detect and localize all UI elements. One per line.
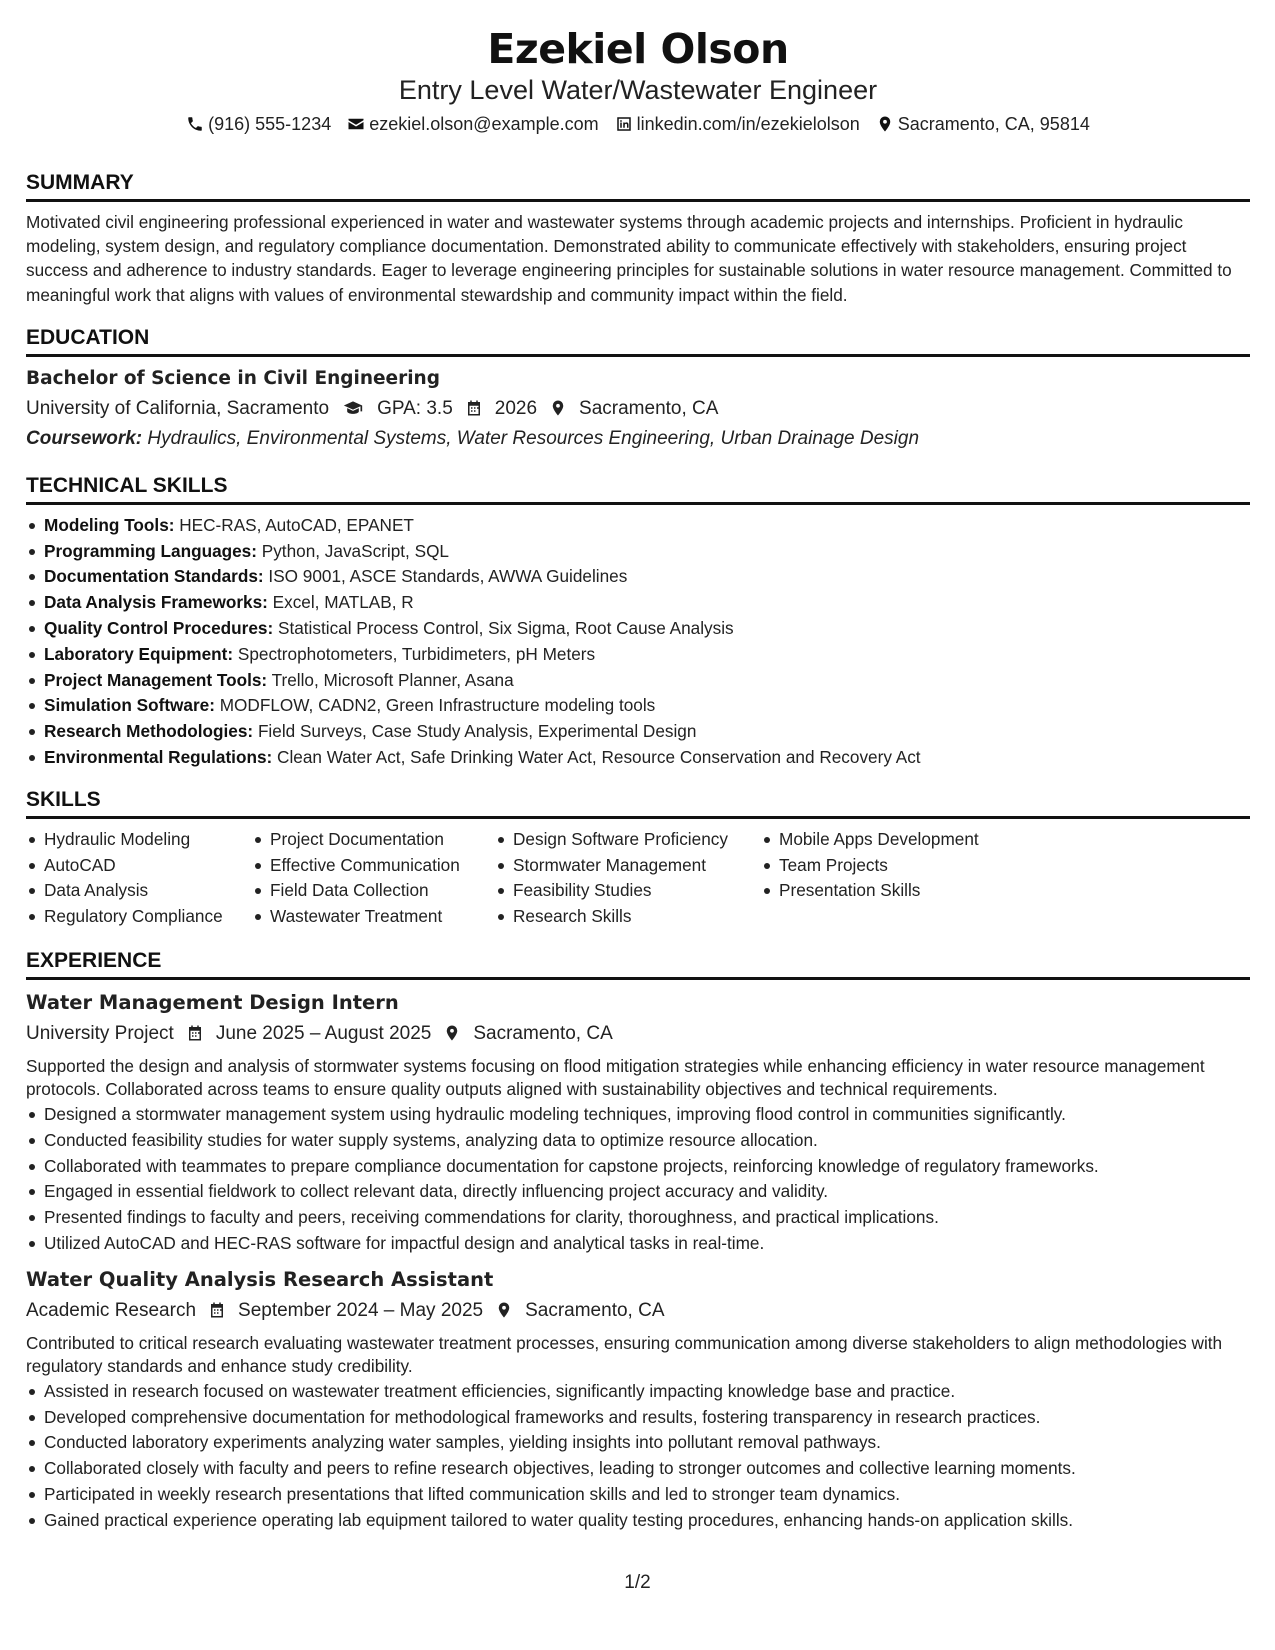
job-meta xyxy=(26,1295,1250,1326)
contact-location xyxy=(876,112,1090,136)
contact-email[interactable] xyxy=(347,112,598,136)
skill-value: Python, JavaScript, SQL xyxy=(261,540,449,561)
skill-value: MODFLOW, CADN2, Green Infrastructure modeling tools xyxy=(219,695,656,716)
skill-value: Statistical Process Control, Six Sigma, Root Cause Analysis xyxy=(277,618,734,638)
skills-section xyxy=(26,787,1250,930)
summary-text: Motivated civil engineering professional experienced in water and wastewater systems through academic projects and internships. Proficient in hydraulic modeling, system design, and regulatory compliance documentation. Demonstrated ability to communicate effectively with stakeholders, ensuring project success and adherence to industry standards. Eager to leverage engineering principles for sustainable solutions in water resource management. Committed to meaningful work that aligns with values of environmental stewardship and community impact within the field. xyxy=(26,212,1232,305)
coursework-text: Hydraulics, Environmental Systems, Water Resources Engineering, Urban Drainage Design xyxy=(147,427,920,449)
list-item xyxy=(26,616,1250,642)
section-heading-skills: SKILLS xyxy=(26,787,1250,819)
list-item xyxy=(26,745,1250,771)
list-item: Conducted feasibility studies for water supply systems, analyzing data to optimize resource allocation. xyxy=(26,1128,1250,1154)
section-heading-education: EDUCATION xyxy=(26,325,1250,357)
skill-value: Trello, Microsoft Planner, Asana xyxy=(271,669,514,690)
list-item xyxy=(26,668,1250,694)
list-item xyxy=(26,513,1250,539)
skill-label: Quality Control Procedures: xyxy=(44,618,274,638)
list-item: Assisted in research focused on wastewater treatment efficiencies, significantly impacting knowledge base and practice. xyxy=(26,1379,1250,1405)
job-title: Water Quality Analysis Research Assistant xyxy=(26,1267,494,1291)
skill-label: Documentation Standards: xyxy=(44,566,264,587)
contact-bar xyxy=(26,112,1250,136)
calendar-icon xyxy=(465,399,483,417)
summary-section xyxy=(26,170,1250,307)
list-item: Presented findings to faculty and peers, receiving commendations for clarity, thoroughness, and practical implications. xyxy=(26,1205,1250,1231)
list-item: Research Skills xyxy=(495,904,761,930)
list-item xyxy=(26,642,1250,668)
gpa-text: GPA: 3.5 xyxy=(377,397,453,419)
contact-linkedin[interactable] xyxy=(615,112,860,136)
map-pin-icon xyxy=(495,1301,513,1319)
list-item: Hydraulic Modeling xyxy=(26,827,252,853)
skill-value: ISO 9001, ASCE Standards, AWWA Guidelines xyxy=(268,566,628,587)
skill-value: Field Surveys, Case Study Analysis, Experimental Design xyxy=(257,721,697,742)
job-dates: September 2024 – May 2025 xyxy=(238,1299,484,1321)
job-entry xyxy=(26,988,1250,1257)
job-title: Water Management Design Intern xyxy=(26,990,399,1014)
skill-value: Clean Water Act, Safe Drinking Water Act, Resource Conservation and Recovery Act xyxy=(277,746,921,767)
list-item: Utilized AutoCAD and HEC-RAS software for impactful design and analytical tasks in real-time. xyxy=(26,1231,1250,1257)
section-heading-technical-skills: TECHNICAL SKILLS xyxy=(26,473,1250,505)
list-item: Engaged in essential fieldwork to collect relevant data, directly influencing project accuracy and validity. xyxy=(26,1179,1250,1205)
list-item: Collaborated closely with faculty and peers to refine research objectives, leading to stronger outcomes and collective learning moments. xyxy=(26,1456,1250,1482)
list-item: Mobile Apps Development xyxy=(761,827,1021,853)
skill-label: Modeling Tools: xyxy=(44,514,175,535)
graduation-year: 2026 xyxy=(494,397,538,419)
contact-phone[interactable] xyxy=(186,112,331,136)
skills-column xyxy=(761,827,1021,930)
skill-label: Simulation Software: xyxy=(44,695,215,716)
education-section xyxy=(26,325,1250,454)
map-pin-icon xyxy=(443,1024,461,1042)
skill-value: Spectrophotometers, Turbidimeters, pH Meters xyxy=(237,643,596,664)
candidate-name: Ezekiel Olson xyxy=(487,25,789,73)
graduation-cap-icon xyxy=(341,398,365,418)
skill-label: Research Methodologies: xyxy=(44,721,254,742)
list-item: Conducted laboratory experiments analyzing water samples, yielding insights into pollutant removal pathways. xyxy=(26,1430,1250,1456)
list-item: Gained practical experience operating lab equipment tailored to water quality testing procedures, enhancing hands-on application skills. xyxy=(26,1508,1250,1534)
job-location: Sacramento, CA xyxy=(473,1022,613,1044)
job-description: Supported the design and analysis of stormwater systems focusing on flood mitigation strategies while enhancing efficiency in water resource management protocols. Collaborated across teams to ensure quality outputs aligned with sustainability objectives and technical requirements. xyxy=(26,1055,1205,1100)
list-item: Wastewater Treatment xyxy=(252,904,495,930)
resume-page xyxy=(26,0,1250,1650)
list-item: Collaborated with teammates to prepare compliance documentation for capstone projects, reinforcing knowledge of regulatory frameworks. xyxy=(26,1154,1250,1180)
job-entry xyxy=(26,1265,1250,1534)
education-meta xyxy=(26,393,1250,424)
skills-column xyxy=(495,827,761,930)
degree-title: Bachelor of Science in Civil Engineering xyxy=(26,367,440,389)
coursework-line xyxy=(26,424,1250,454)
map-pin-icon xyxy=(876,115,894,133)
skills-grid xyxy=(26,827,1250,930)
list-item: Team Projects xyxy=(761,853,1021,879)
envelope-icon xyxy=(347,115,365,133)
section-heading-summary: SUMMARY xyxy=(26,170,1250,202)
skill-label: Programming Languages: xyxy=(44,540,257,561)
experience-section xyxy=(26,948,1250,1534)
map-pin-icon xyxy=(549,399,567,417)
list-item: Developed comprehensive documentation for methodological frameworks and results, fostering transparency in research practices. xyxy=(26,1405,1250,1431)
skill-label: Environmental Regulations: xyxy=(44,746,273,767)
skill-label: Project Management Tools: xyxy=(44,669,268,690)
section-heading-experience: EXPERIENCE xyxy=(26,948,1250,980)
calendar-icon xyxy=(208,1301,226,1319)
job-bullets xyxy=(26,1102,1250,1257)
list-item: AutoCAD xyxy=(26,853,252,879)
list-item xyxy=(26,590,1250,616)
list-item: Feasibility Studies xyxy=(495,878,761,904)
skills-column xyxy=(26,827,252,930)
list-item: Designed a stormwater management system using hydraulic modeling techniques, improving flood control in communities significantly. xyxy=(26,1102,1250,1128)
school-name: University of California, Sacramento xyxy=(26,397,330,419)
job-org: University Project xyxy=(26,1022,174,1044)
linkedin-icon xyxy=(615,115,633,133)
list-item: Project Documentation xyxy=(252,827,495,853)
job-dates: June 2025 – August 2025 xyxy=(215,1022,432,1044)
page-number: 1/2 xyxy=(624,1572,651,1593)
coursework-label: Coursework: xyxy=(26,427,143,449)
list-item: Regulatory Compliance xyxy=(26,904,252,930)
list-item: Data Analysis xyxy=(26,878,252,904)
education-location: Sacramento, CA xyxy=(579,397,719,419)
list-item xyxy=(26,564,1250,590)
job-location: Sacramento, CA xyxy=(525,1299,665,1321)
skill-value: HEC-RAS, AutoCAD, EPANET xyxy=(179,514,414,535)
linkedin-text: linkedin.com/in/ezekielolson xyxy=(636,114,860,134)
skill-label: Data Analysis Frameworks: xyxy=(44,592,268,613)
technical-skills-section xyxy=(26,473,1250,771)
skill-value: Excel, MATLAB, R xyxy=(272,592,414,613)
phone-text: (916) 555-1234 xyxy=(208,114,332,134)
list-item xyxy=(26,693,1250,719)
list-item: Effective Communication xyxy=(252,853,495,879)
list-item xyxy=(26,539,1250,565)
list-item: Presentation Skills xyxy=(761,878,1021,904)
resume-header xyxy=(26,24,1250,136)
phone-icon xyxy=(186,115,204,133)
location-text: Sacramento, CA, 95814 xyxy=(897,114,1090,134)
job-bullets xyxy=(26,1379,1250,1534)
list-item: Stormwater Management xyxy=(495,853,761,879)
email-text: ezekiel.olson@example.com xyxy=(369,114,599,134)
list-item: Design Software Proficiency xyxy=(495,827,761,853)
skills-column xyxy=(252,827,495,930)
technical-skills-list xyxy=(26,513,1250,771)
job-description: Contributed to critical research evaluating wastewater treatment processes, ensuring communication among diverse stakeholders to align methodologies with regulatory standards and enhance study credibility. xyxy=(26,1332,1223,1377)
list-item xyxy=(26,719,1250,745)
candidate-title: Entry Level Water/Wastewater Engineer xyxy=(398,75,878,105)
calendar-icon xyxy=(186,1024,204,1042)
list-item: Participated in weekly research presentations that lifted communication skills and led to stronger team dynamics. xyxy=(26,1482,1250,1508)
list-item: Field Data Collection xyxy=(252,878,495,904)
skill-label: Laboratory Equipment: xyxy=(44,643,234,664)
job-org: Academic Research xyxy=(26,1299,197,1321)
job-meta xyxy=(26,1018,1250,1049)
